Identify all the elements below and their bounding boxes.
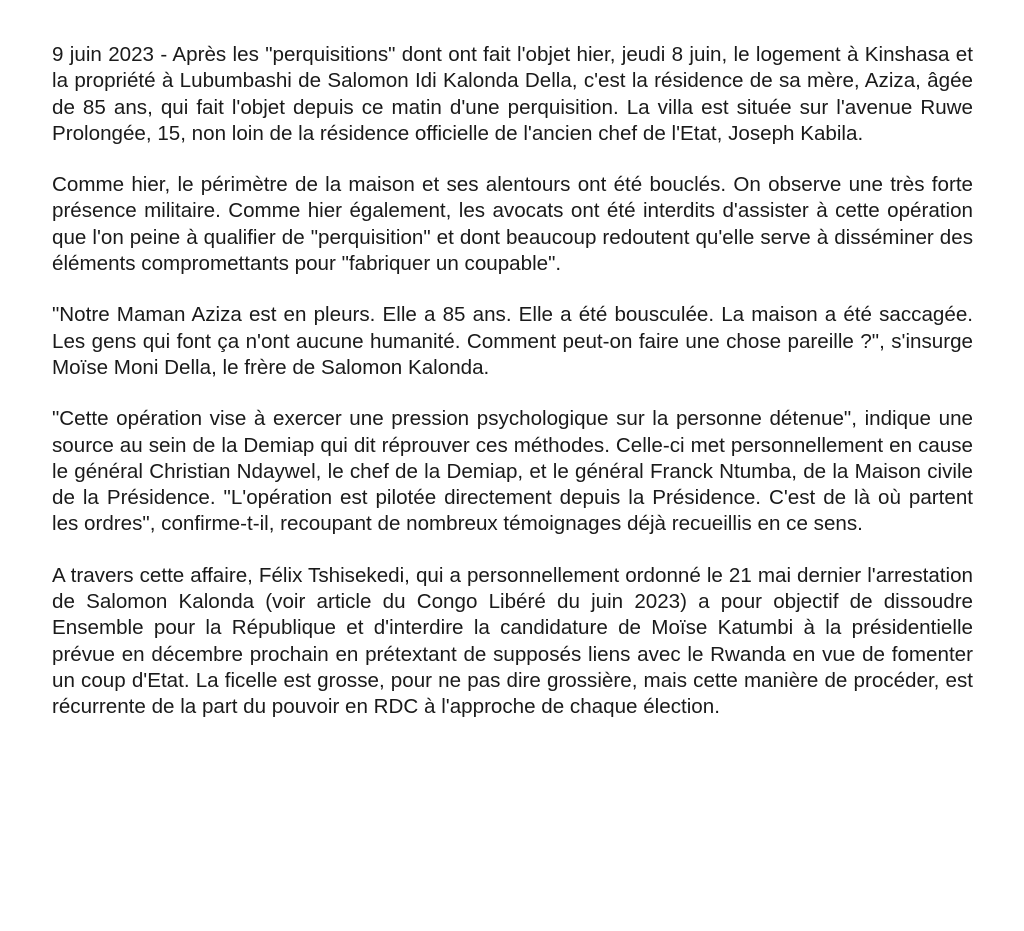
paragraph-2: Comme hier, le périmètre de la maison et ses alentours ont été bouclés. On observe une très forte présence militaire. Comme hier également, les avocats ont été interdits d'assister à cette opération que l'on peine à qualifier de "perquisition" et dont beaucoup redoutent qu'elle serve à disséminer des éléments compromettants pour "fabriquer un coupable". xyxy=(52,173,973,276)
paragraph-3: "Notre Maman Aziza est en pleurs. Elle a 85 ans. Elle a été bousculée. La maison a été saccagée. Les gens qui font ça n'ont aucune humanité. Comment peut-on faire une chose pareille ?", s'insurge Moïse Moni Della, le frère de Salomon Kalonda. xyxy=(52,303,973,379)
paragraph-4: "Cette opération vise à exercer une pression psychologique sur la personne détenue", indique une source au sein de la Demiap qui dit réprouver ces méthodes. Celle-ci met personnellement en cause le général Christian Ndaywel, le chef de la Demiap, et le général Franck Ntumba, de la Maison civile de la Présidence. "L'opération est pilotée directement depuis la Présidence. C'est de là où partent les ordres", confirme-t-il, recoupant de nombreux témoignages déjà recueillis en ce sens. xyxy=(52,407,973,536)
paragraph-1: 9 juin 2023 - Après les "perquisitions" dont ont fait l'objet hier, jeudi 8 juin, le logement à Kinshasa et la propriété à Lubumbashi de Salomon Idi Kalonda Della, c'est la résidence de sa mère, Aziza, âgée de 85 ans, qui fait l'objet depuis ce matin d'une perquisition. La villa est située sur l'avenue Ruwe Prolongée, 15, non loin de la résidence officielle de l'ancien chef de l'Etat, Joseph Kabila. xyxy=(52,43,973,145)
article-body xyxy=(52,42,973,746)
paragraph-5: A travers cette affaire, Félix Tshisekedi, qui a personnellement ordonné le 21 mai dernier l'arrestation de Salomon Kalonda (voir article du Congo Libéré du juin 2023) a pour objectif de dissoudre Ensemble pour la République et d'interdire la candidature de Moïse Katumbi à la présidentielle prévue en décembre prochain en prétextant de supposés liens avec le Rwanda en vue de fomenter un coup d'Etat. La ficelle est grosse, pour ne pas dire grossière, mais cette manière de procéder, est récurrente de la part du pouvoir en RDC à l'approche de chaque élection. xyxy=(52,563,973,719)
